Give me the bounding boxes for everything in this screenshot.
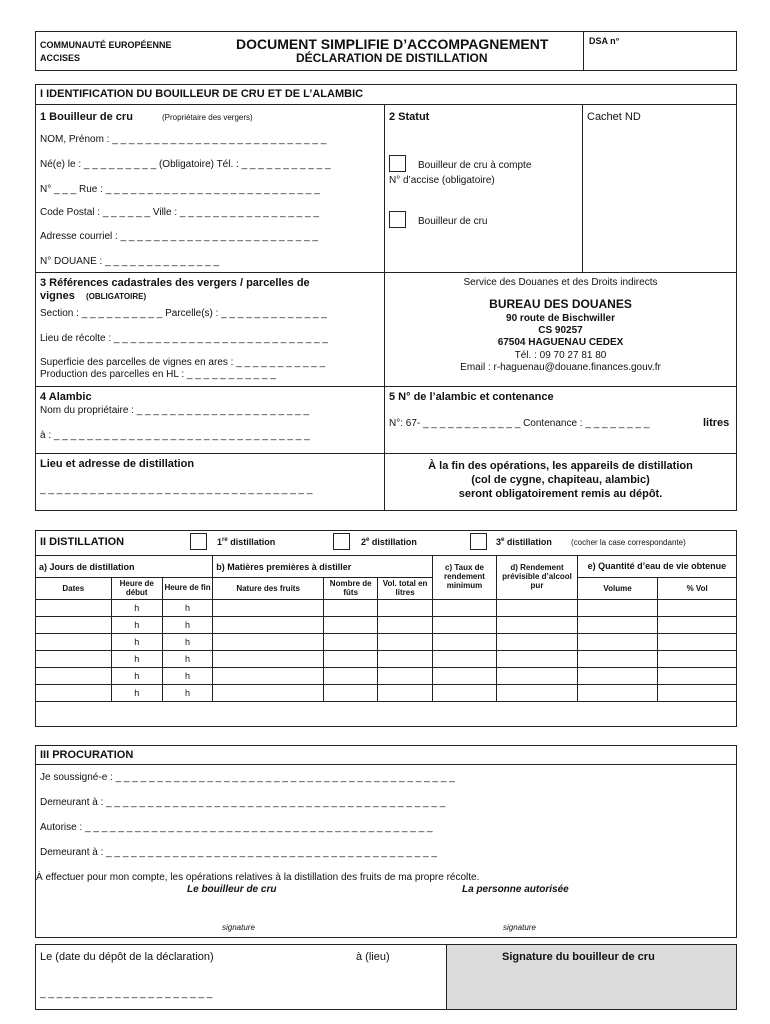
table-cell[interactable] [432, 600, 496, 617]
premiere-distillation-label: 1re distillation [217, 537, 276, 547]
divider [35, 453, 737, 454]
table-cell[interactable] [577, 600, 658, 617]
bureau-email: Email : r-haguenau@douane.finances.gouv.fr [460, 362, 661, 373]
troisieme-distillation-label: 3e distillation [496, 537, 552, 547]
col-jours-header: a) Jours de distillation [36, 556, 213, 578]
alambic-lieu-field[interactable]: à : _ _ _ _ _ _ _ _ _ _ _ _ _ _ _ _ _ _ _ _ _ _ _ _ _ _ _ _ _ _ _ [40, 430, 310, 441]
table-cell[interactable] [577, 651, 658, 668]
sub-volume: Volume [577, 578, 658, 600]
table-cell[interactable] [213, 617, 324, 634]
rue-field[interactable]: N° _ _ _ Rue : _ _ _ _ _ _ _ _ _ _ _ _ _ _ _ _ _ _ _ _ _ _ _ _ _ _ [40, 184, 320, 195]
lieu-distillation-field[interactable]: _ _ _ _ _ _ _ _ _ _ _ _ _ _ _ _ _ _ _ _ _ _ _ _ _ _ _ _ _ _ _ _ _ [40, 484, 313, 495]
fin-operations-line1: À la fin des opérations, les appareils de distillation [428, 460, 693, 472]
divider [35, 272, 737, 273]
table-cell[interactable]: h [162, 617, 212, 634]
lieu-depot-label: à (lieu) [356, 951, 390, 963]
signature-bouilleur-title: Signature du bouilleur de cru [502, 951, 655, 963]
bouilleur-title: 1 Bouilleur de cru [40, 111, 133, 123]
soussigne-field[interactable]: Je soussigné-e : _ _ _ _ _ _ _ _ _ _ _ _ _ _ _ _ _ _ _ _ _ _ _ _ _ _ _ _ _ _ _ _ _ _ _ _ _ _ _ _ _ [40, 772, 455, 783]
table-cell[interactable] [658, 685, 737, 702]
table-cell[interactable] [36, 685, 112, 702]
sub-volume-total: Vol. total en litres [378, 578, 432, 600]
sub-dates: Dates [36, 578, 112, 600]
table-cell[interactable] [432, 668, 496, 685]
personne-signature-label: La personne autorisée [462, 884, 569, 895]
table-cell[interactable]: h [162, 668, 212, 685]
table-cell[interactable] [497, 617, 578, 634]
sub-futs: Nombre de fûts [324, 578, 378, 600]
table-cell[interactable]: h [111, 634, 162, 651]
premiere-distillation-checkbox[interactable] [190, 533, 207, 550]
troisieme-distillation-checkbox[interactable] [470, 533, 487, 550]
col-matieres-header: b) Matières premières à distiller [213, 556, 433, 578]
table-cell[interactable]: h [162, 685, 212, 702]
table-cell[interactable]: h [111, 685, 162, 702]
table-cell[interactable] [324, 634, 378, 651]
signature-personne[interactable]: signature [503, 923, 536, 932]
distillation-table [35, 555, 737, 702]
table-cell[interactable] [577, 634, 658, 651]
cachet-label: Cachet ND [587, 111, 641, 123]
table-cell[interactable] [324, 668, 378, 685]
autorise-field[interactable]: Autorise : _ _ _ _ _ _ _ _ _ _ _ _ _ _ _ _ _ _ _ _ _ _ _ _ _ _ _ _ _ _ _ _ _ _ _ _ _ _ _ _ _ _ [40, 822, 433, 833]
bouilleur-signature-label: Le bouilleur de cru [187, 884, 277, 895]
divider [35, 386, 737, 387]
header-divider [583, 31, 584, 71]
table-cell[interactable] [213, 600, 324, 617]
dsa-number-label: DSA n° [589, 36, 620, 46]
table-cell[interactable] [378, 634, 432, 651]
table-cell[interactable] [324, 651, 378, 668]
table-cell[interactable] [577, 617, 658, 634]
doc-title-line2: DÉCLARATION DE DISTILLATION [296, 51, 488, 65]
divider [35, 104, 737, 105]
nom-field[interactable]: NOM, Prénom : _ _ _ _ _ _ _ _ _ _ _ _ _ _ _ _ _ _ _ _ _ _ _ _ _ _ [40, 134, 327, 145]
naissance-field[interactable]: Né(e) le : _ _ _ _ _ _ _ _ _ (Obligatoire) Tél. : _ _ _ _ _ _ _ _ _ _ _ [40, 159, 331, 170]
table-cell[interactable] [497, 634, 578, 651]
table-cell[interactable] [497, 651, 578, 668]
table-cell[interactable] [324, 600, 378, 617]
superficie-field[interactable]: Superficie des parcelles de vignes en ares : _ _ _ _ _ _ _ _ _ _ _ [40, 357, 326, 368]
cadastre-title: 3 Références cadastrales des vergers / parcelles de [40, 277, 310, 289]
service-label: Service des Douanes et des Droits indirects [463, 277, 658, 288]
fin-operations-line3: seront obligatoirement remis au dépôt. [458, 488, 663, 500]
sub-nature: Nature des fruits [213, 578, 324, 600]
lieu-distillation-title: Lieu et adresse de distillation [40, 458, 195, 470]
deuxieme-distillation-checkbox[interactable] [333, 533, 350, 550]
table-cell[interactable] [213, 668, 324, 685]
litres-label: litres [703, 417, 730, 429]
table-cell[interactable]: h [162, 600, 212, 617]
effectuer-text: À effectuer pour mon compte, les opérations relatives à la distillation des fruits de ma propre récolte. [36, 872, 480, 883]
cadastre-obligatoire: (OBLIGATOIRE) [86, 292, 147, 301]
table-cell[interactable] [213, 685, 324, 702]
col-rendement-header: d) Rendement prévisible d’alcool pur [497, 556, 578, 600]
table-row [36, 685, 737, 702]
date-depot-label: Le (date du dépôt de la déclaration) [40, 951, 214, 963]
table-cell[interactable]: h [162, 634, 212, 651]
bureau-address1: 90 route de Bischwiller [506, 313, 615, 324]
deuxieme-distillation-label: 2e distillation [361, 537, 417, 547]
table-row [36, 600, 737, 617]
table-cell[interactable] [378, 617, 432, 634]
code-postal-field[interactable]: Code Postal : _ _ _ _ _ _ Ville : _ _ _ _ _ _ _ _ _ _ _ _ _ _ _ _ _ [40, 207, 319, 218]
section1-heading: I IDENTIFICATION DU BOUILLEUR DE CRU ET DE L’ALAMBIC [40, 88, 364, 100]
table-cell[interactable] [432, 685, 496, 702]
table-cell[interactable] [36, 617, 112, 634]
statut-compte-label: Bouilleur de cru à compte [418, 160, 532, 171]
doc-title-line1: DOCUMENT SIMPLIFIE D’ACCOMPAGNEMENT [236, 36, 549, 52]
table-cell[interactable] [497, 685, 578, 702]
table-cell[interactable] [324, 685, 378, 702]
statut-bouilleur-label: Bouilleur de cru [418, 216, 488, 227]
demeurant1-field[interactable]: Demeurant à : _ _ _ _ _ _ _ _ _ _ _ _ _ _ _ _ _ _ _ _ _ _ _ _ _ _ _ _ _ _ _ _ _ _ _ _ _ _ _ _ _ [40, 797, 446, 808]
table-cell[interactable] [497, 600, 578, 617]
section3-heading: III PROCURATION [40, 749, 134, 761]
bureau-title: BUREAU DES DOUANES [489, 297, 632, 311]
table-cell[interactable] [378, 600, 432, 617]
sub-pct-vol: % Vol [658, 578, 737, 600]
table-cell[interactable]: h [111, 668, 162, 685]
fin-operations-line2: (col de cygne, chapiteau, alambic) [471, 474, 650, 486]
divider [446, 944, 447, 1010]
table-row [36, 634, 737, 651]
table-cell[interactable] [36, 651, 112, 668]
table-cell[interactable] [324, 617, 378, 634]
table-row [36, 651, 737, 668]
table-cell[interactable] [432, 651, 496, 668]
sub-heure-debut: Heure de début [111, 578, 162, 600]
table-cell[interactable]: h [111, 651, 162, 668]
date-depot-field[interactable]: _ _ _ _ _ _ _ _ _ _ _ _ _ _ _ _ _ _ _ _ _ [40, 988, 213, 999]
org-line1: COMMUNAUTÉ EUROPÉENNE [40, 40, 172, 50]
table-cell[interactable] [658, 617, 737, 634]
statut-title: 2 Statut [389, 111, 430, 123]
divider [35, 764, 737, 765]
table-cell[interactable]: h [111, 600, 162, 617]
table-cell[interactable] [213, 651, 324, 668]
section2-heading: II DISTILLATION [40, 536, 125, 548]
table-cell[interactable] [432, 617, 496, 634]
col-taux-header: c) Taux de rendement minimum [432, 556, 496, 600]
table-cell[interactable] [213, 634, 324, 651]
bureau-tel: Tél. : 09 70 27 81 80 [514, 350, 607, 361]
production-field[interactable]: Production des parcelles en HL : _ _ _ _ _ _ _ _ _ _ _ [40, 369, 276, 380]
table-cell[interactable] [36, 634, 112, 651]
table-cell[interactable] [497, 668, 578, 685]
table-cell[interactable] [577, 668, 658, 685]
org-line2: ACCISES [40, 53, 81, 63]
table-cell[interactable] [432, 634, 496, 651]
lieu-recolte-field[interactable]: Lieu de récolte : _ _ _ _ _ _ _ _ _ _ _ _ _ _ _ _ _ _ _ _ _ _ _ _ _ _ [40, 333, 328, 344]
alambic-numero-title: 5 N° de l’alambic et contenance [389, 391, 554, 403]
table-cell[interactable] [658, 651, 737, 668]
table-cell[interactable] [658, 600, 737, 617]
statut-bouilleur-checkbox[interactable] [389, 211, 406, 228]
table-cell[interactable] [658, 634, 737, 651]
table-cell[interactable]: h [162, 651, 212, 668]
alambic-numero-field[interactable]: N°: 67- _ _ _ _ _ _ _ _ _ _ _ _ Contenance : _ _ _ _ _ _ _ _ [389, 418, 650, 429]
table-cell[interactable] [577, 685, 658, 702]
table-cell[interactable] [658, 668, 737, 685]
email-field[interactable]: Adresse courriel : _ _ _ _ _ _ _ _ _ _ _ _ _ _ _ _ _ _ _ _ _ _ _ _ [40, 231, 318, 242]
cadastre-title-line2: vignes [40, 290, 75, 302]
table-cell[interactable]: h [111, 617, 162, 634]
bureau-address3: 67504 HAGUENAU CEDEX [497, 337, 624, 348]
sub-heure-fin: Heure de fin [162, 578, 212, 600]
demeurant2-field[interactable]: Demeurant à : _ _ _ _ _ _ _ _ _ _ _ _ _ _ _ _ _ _ _ _ _ _ _ _ _ _ _ _ _ _ _ _ _ _ _ _ _ _ _ _ [40, 847, 437, 858]
statut-compte-checkbox[interactable] [389, 155, 406, 172]
proprietaire-field[interactable]: Nom du propriétaire : _ _ _ _ _ _ _ _ _ _ _ _ _ _ _ _ _ _ _ _ _ [40, 405, 310, 416]
table-row [36, 617, 737, 634]
table-cell[interactable] [378, 651, 432, 668]
signature-bouilleur[interactable]: signature [222, 923, 255, 932]
bouilleur-subtitle: (Propriétaire des vergers) [162, 113, 253, 122]
table-row [36, 668, 737, 685]
cocher-note: (cocher la case correspondante) [571, 538, 686, 547]
table-cell[interactable] [378, 685, 432, 702]
section-parcelle-field[interactable]: Section : _ _ _ _ _ _ _ _ _ _ Parcelle(s) : _ _ _ _ _ _ _ _ _ _ _ _ _ [40, 308, 327, 319]
bureau-address2: CS 90257 [538, 325, 583, 336]
table-cell[interactable] [36, 668, 112, 685]
douane-field[interactable]: N° DOUANE : _ _ _ _ _ _ _ _ _ _ _ _ _ _ [40, 256, 220, 267]
col-quantite-header: e) Quantité d’eau de vie obtenue [577, 556, 736, 578]
alambic-title: 4 Alambic [40, 391, 92, 403]
table-cell[interactable] [36, 600, 112, 617]
table-cell[interactable] [378, 668, 432, 685]
accise-label: N° d’accise (obligatoire) [389, 175, 495, 186]
divider [582, 104, 583, 272]
